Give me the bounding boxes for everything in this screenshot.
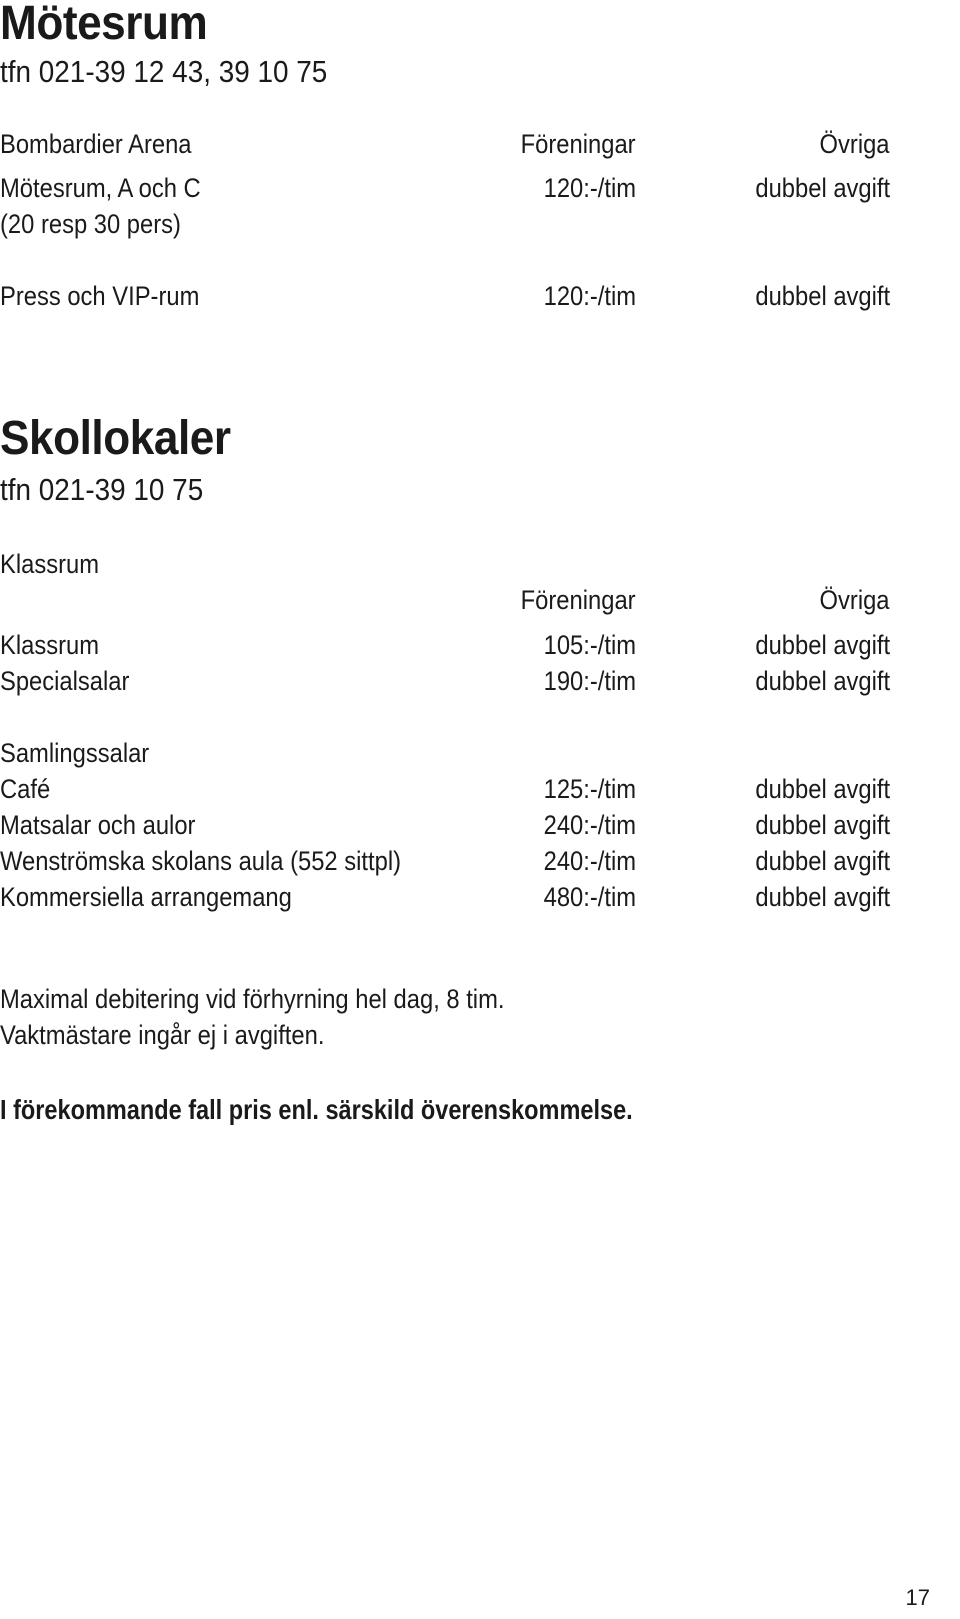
motesrum-row-name: Mötesrum, A och C xyxy=(0,173,201,203)
samlingssalar-row-ovriga: dubbel avgift xyxy=(755,846,890,876)
samlingssalar-row-foreningar: 480:-/tim xyxy=(543,882,636,912)
skollokaler-col-foreningar: Föreningar xyxy=(521,585,636,615)
samlingssalar-row-name: Kommersiella arrangemang xyxy=(0,882,292,912)
skollokaler-title: Skollokaler xyxy=(0,412,231,465)
motesrum-row-name: (20 resp 30 pers) xyxy=(0,209,181,239)
motesrum-col-foreningar: Föreningar xyxy=(521,129,636,159)
samlingssalar-row-ovriga: dubbel avgift xyxy=(755,882,890,912)
motesrum-row-foreningar: 120:-/tim xyxy=(543,173,636,203)
note-max-debitering: Maximal debitering vid förhyrning hel dag, 8 tim. xyxy=(0,984,505,1014)
motesrum-venue: Bombardier Arena xyxy=(0,129,192,159)
samlingssalar-row-name: Wenströmska skolans aula (552 sittpl) xyxy=(0,846,402,876)
klassrum-row-name: Specialsalar xyxy=(0,666,130,696)
motesrum-title: Mötesrum xyxy=(0,0,208,50)
klassrum-row-ovriga: dubbel avgift xyxy=(755,666,890,696)
samlingssalar-row-name: Café xyxy=(0,774,51,804)
samlingssalar-heading: Samlingssalar xyxy=(0,738,150,768)
klassrum-row-foreningar: 190:-/tim xyxy=(543,666,636,696)
motesrum-row-ovriga: dubbel avgift xyxy=(755,281,890,311)
samlingssalar-row-foreningar: 240:-/tim xyxy=(543,846,636,876)
samlingssalar-row-foreningar: 125:-/tim xyxy=(543,774,636,804)
motesrum-col-ovriga: Övriga xyxy=(820,129,890,159)
klassrum-row-name: Klassrum xyxy=(0,630,100,660)
page-number: 17 xyxy=(905,1585,930,1610)
motesrum-row-ovriga: dubbel avgift xyxy=(755,173,890,203)
klassrum-heading: Klassrum xyxy=(0,549,100,579)
motesrum-row-name: Press och VIP-rum xyxy=(0,281,200,311)
samlingssalar-row-ovriga: dubbel avgift xyxy=(755,810,890,840)
motesrum-row-foreningar: 120:-/tim xyxy=(543,281,636,311)
samlingssalar-row-ovriga: dubbel avgift xyxy=(755,774,890,804)
samlingssalar-row-name: Matsalar och aulor xyxy=(0,810,196,840)
skollokaler-phone: tfn 021-39 10 75 xyxy=(0,472,204,507)
motesrum-phone: tfn 021-39 12 43, 39 10 75 xyxy=(0,54,328,89)
note-overenskommelse: I förekommande fall pris enl. särskild överenskommelse. xyxy=(0,1094,633,1125)
klassrum-row-ovriga: dubbel avgift xyxy=(755,630,890,660)
skollokaler-col-ovriga: Övriga xyxy=(820,585,890,615)
samlingssalar-row-foreningar: 240:-/tim xyxy=(543,810,636,840)
note-vaktmastare: Vaktmästare ingår ej i avgiften. xyxy=(0,1020,325,1050)
klassrum-row-foreningar: 105:-/tim xyxy=(543,630,636,660)
